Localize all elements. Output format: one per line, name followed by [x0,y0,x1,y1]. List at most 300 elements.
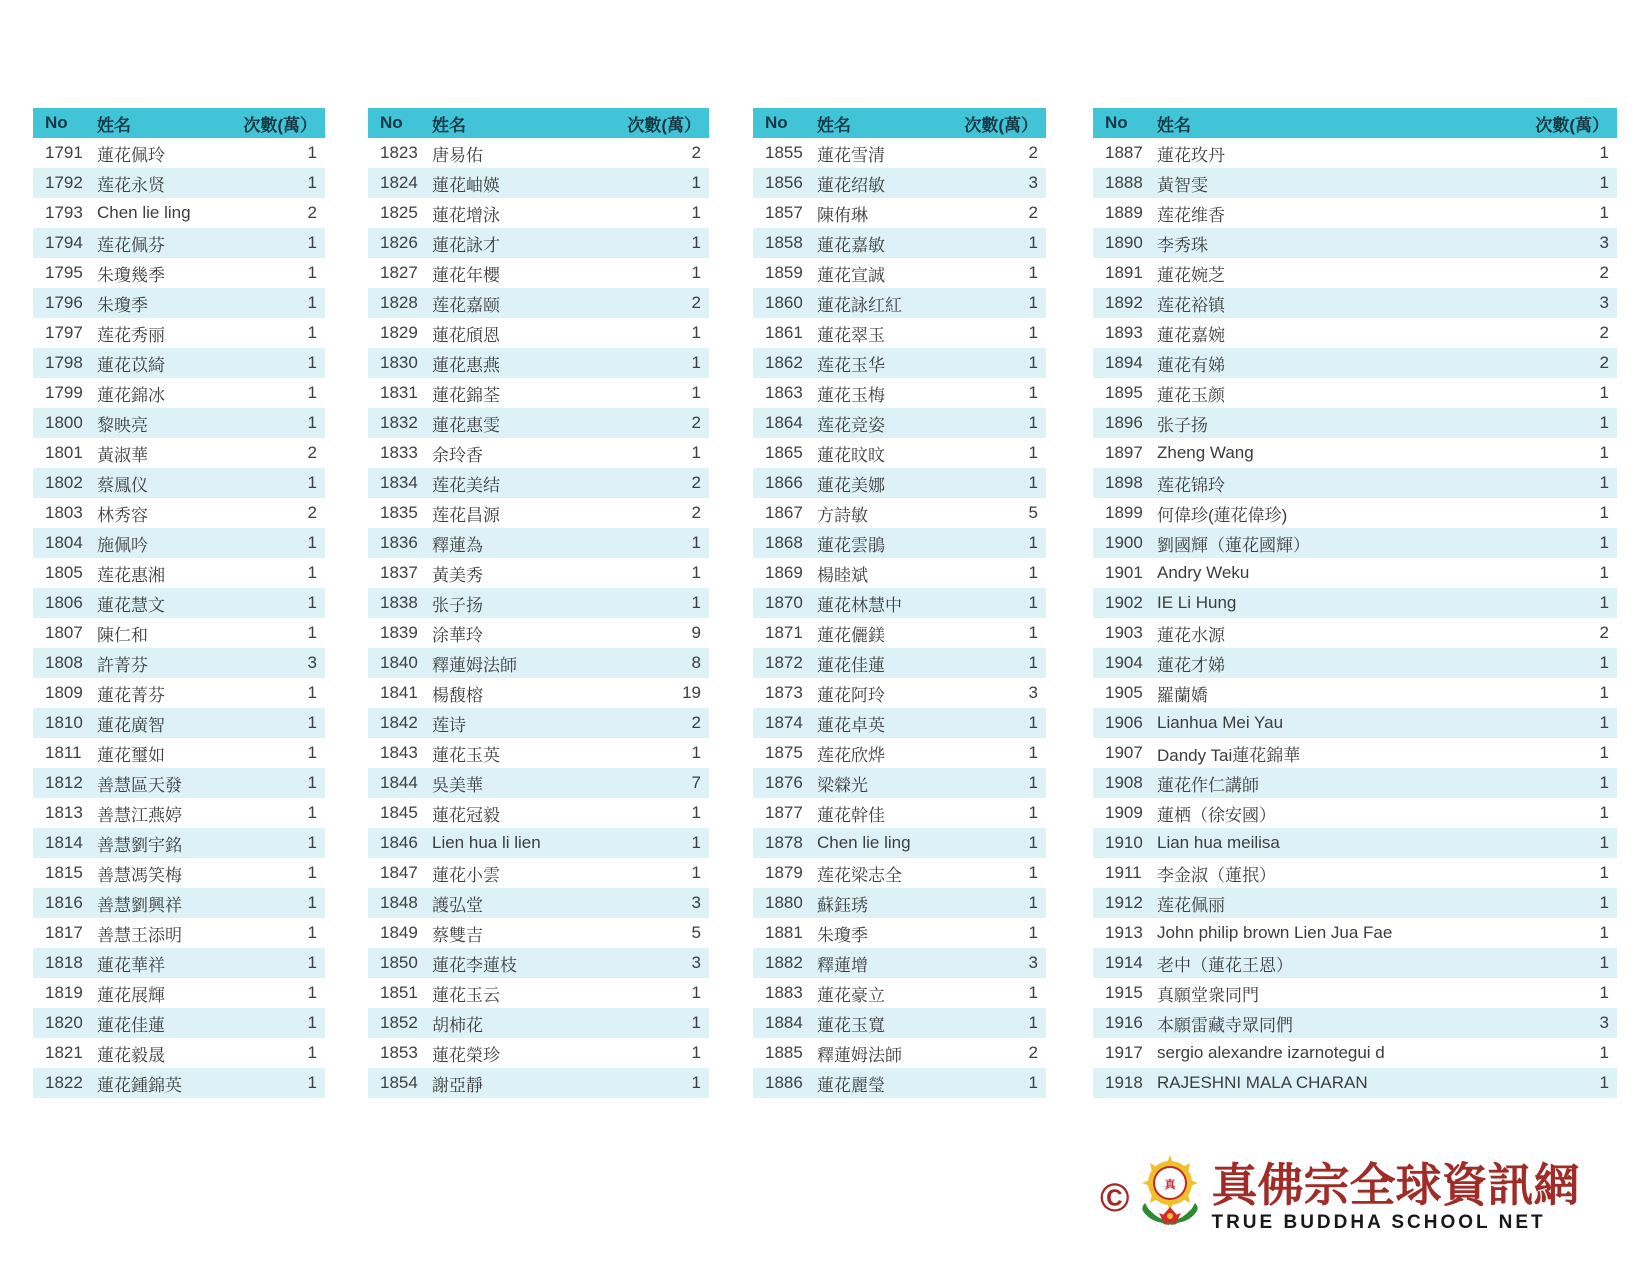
row-number: 1826 [380,233,418,252]
row-count: 2 [691,413,701,432]
table-row [33,408,325,438]
row-number: 1853 [380,1043,418,1062]
row-number: 1887 [1105,143,1143,162]
svg-text:真: 真 [1164,1178,1176,1191]
table-row [1093,738,1617,768]
table-row [1093,978,1617,1008]
row-name: IE Li Hung [1157,593,1237,612]
row-name: 蓮花廣智 [97,715,165,735]
table-body [33,138,325,1098]
row-name: 蓮花佳蓮 [97,1015,165,1035]
table-row [753,888,1046,918]
row-name: 蓮栖（徐安國） [1157,805,1276,825]
row-count: 2 [1028,203,1038,222]
row-count: 1 [1028,833,1038,852]
row-number: 1864 [765,413,803,432]
table-row [33,438,325,468]
row-count: 1 [1599,983,1609,1002]
row-number: 1842 [380,713,418,732]
table-row [1093,1038,1617,1068]
row-number: 1909 [1105,803,1143,822]
row-name: 李金淑（蓮抿） [1157,865,1276,885]
row-number: 1829 [380,323,418,342]
row-count: 1 [1028,353,1038,372]
row-count: 1 [1028,413,1038,432]
row-name: 蓮花增泳 [432,205,500,225]
table-row [368,1068,709,1098]
row-count: 1 [691,173,701,192]
row-number: 1809 [45,683,83,702]
row-name: 善慧江燕婷 [97,805,182,825]
row-name: 蓮花水源 [1157,625,1225,645]
row-name: 護弘堂 [432,895,483,915]
row-number: 1827 [380,263,418,282]
row-number: 1891 [1105,263,1143,282]
row-number: 1890 [1105,233,1143,252]
row-name: RAJESHNI MALA CHARAN [1157,1073,1368,1092]
row-count: 3 [307,653,317,672]
row-name: 黎映亮 [97,415,148,435]
row-name: 蓮花惠燕 [432,355,500,375]
row-count: 1 [691,563,701,582]
table-row [33,618,325,648]
row-count: 1 [1599,533,1609,552]
row-number: 1791 [45,143,83,162]
row-name: 蓮花冠毅 [432,805,500,825]
row-name: 謝亞靜 [432,1075,483,1095]
row-count: 5 [691,923,701,942]
table-row [368,648,709,678]
table-row [33,888,325,918]
row-count: 9 [691,623,701,642]
table-row [368,798,709,828]
row-name: 蓮花幹佳 [817,805,885,825]
row-number: 1850 [380,953,418,972]
row-count: 1 [1599,383,1609,402]
row-count: 1 [1599,833,1609,852]
row-count: 1 [307,983,317,1002]
row-number: 1833 [380,443,418,462]
row-name: 蓮花佳蓮 [817,655,885,675]
row-count: 3 [1028,953,1038,972]
table-row [1093,498,1617,528]
row-name: 蓮花旼旼 [817,445,885,465]
table-row [1093,858,1617,888]
row-name: sergio alexandre izarnotegui d [1157,1043,1385,1062]
row-name: 莲花佩芬 [97,235,165,255]
row-number: 1901 [1105,563,1143,582]
row-name: Lianhua Mei Yau [1157,713,1284,732]
row-name: 蓮花詠红紅 [817,295,902,315]
table-row [753,468,1046,498]
row-name: 羅蘭嬌 [1157,685,1208,705]
row-name: 蓮花小雲 [432,865,500,885]
table-row [368,978,709,1008]
row-number: 1869 [765,563,803,582]
row-count: 1 [1028,743,1038,762]
row-name: 蓮花毅晟 [97,1045,165,1065]
row-number: 1862 [765,353,803,372]
row-name: 蓮花展輝 [97,985,165,1005]
row-name: 黃智雯 [1157,175,1208,195]
row-count: 1 [691,983,701,1002]
row-number: 1830 [380,353,418,372]
row-count: 1 [691,1073,701,1092]
row-name: 胡柿花 [432,1015,483,1035]
table-row [1093,1008,1617,1038]
row-number: 1884 [765,1013,803,1032]
row-name: 劉國輝（蓮花國輝） [1157,535,1310,555]
row-name: 蓮花玉云 [432,985,500,1005]
row-number: 1900 [1105,533,1143,552]
row-number: 1794 [45,233,83,252]
row-number: 1918 [1105,1073,1143,1092]
table-row [368,138,709,168]
row-count: 2 [307,503,317,522]
table-header [33,108,325,138]
row-name: John philip brown Lien Jua Fae [1157,923,1393,942]
row-name: 林秀容 [97,505,148,525]
row-count: 1 [1599,743,1609,762]
table-row [368,318,709,348]
row-count: 2 [1599,353,1609,372]
table-row [1093,258,1617,288]
table-row [33,168,325,198]
row-name: 蓮花麗瑩 [817,1075,885,1095]
row-count: 3 [691,893,701,912]
row-number: 1815 [45,863,83,882]
table-row [368,498,709,528]
row-number: 1812 [45,773,83,792]
row-number: 1807 [45,623,83,642]
row-count: 1 [1599,893,1609,912]
table-row [368,948,709,978]
row-count: 2 [1028,1043,1038,1062]
row-name: 涂華玲 [432,625,483,645]
row-count: 1 [1599,413,1609,432]
row-number: 1911 [1105,863,1142,882]
row-number: 1866 [765,473,803,492]
row-name: 莲花梁志全 [817,865,902,885]
row-name: 蓮花錦冰 [97,385,165,405]
row-number: 1893 [1105,323,1143,342]
logo-title: 真佛宗全球資訊網 [1211,1157,1580,1212]
row-name: 莲花昌源 [432,505,500,525]
row-number: 1810 [45,713,83,732]
row-number: 1868 [765,533,803,552]
row-name: 善慧王添明 [97,925,182,945]
row-number: 1819 [45,983,83,1002]
table-row [753,168,1046,198]
table-row [1093,348,1617,378]
row-name: 釋蓮姆法師 [817,1045,902,1065]
row-name: 方詩敏 [817,505,868,525]
table-row [33,528,325,558]
row-count: 1 [1028,563,1038,582]
table-row [368,228,709,258]
table-row [33,228,325,258]
row-count: 1 [1599,143,1609,162]
row-count: 1 [1028,233,1038,252]
row-number: 1914 [1105,953,1143,972]
row-count: 2 [691,713,701,732]
table-row [753,288,1046,318]
table-row [1093,618,1617,648]
roster-table-4 [1093,108,1617,1098]
row-count: 1 [691,443,701,462]
table-row [753,918,1046,948]
row-number: 1852 [380,1013,418,1032]
table-row [33,588,325,618]
table-row [1093,888,1617,918]
logo-text-block [1211,1157,1580,1234]
row-count: 1 [307,953,317,972]
table-row [33,198,325,228]
table-row [368,588,709,618]
row-count: 1 [1599,443,1609,462]
row-name: 莲花欣烨 [817,745,885,765]
table-row [753,708,1046,738]
row-name: 蔡鳳仪 [97,475,148,495]
row-count: 1 [1599,953,1609,972]
row-number: 1841 [380,683,418,702]
row-count: 2 [691,473,701,492]
row-name: 莲花裕镇 [1157,295,1225,315]
row-name: 蓮花嘉婉 [1157,325,1225,345]
row-name: 善慧區天發 [97,775,182,795]
row-name: 蓮花錦荃 [432,385,500,405]
table-row [33,258,325,288]
table-row [1093,678,1617,708]
row-count: 1 [691,383,701,402]
row-count: 1 [307,173,317,192]
row-number: 1854 [380,1073,418,1092]
row-count: 3 [1028,173,1038,192]
row-name: 蓮花玉英 [432,745,500,765]
row-name: 蓮花玉梅 [817,385,885,405]
table-row [368,618,709,648]
table-body [368,138,709,1098]
table-row [753,858,1046,888]
row-count: 1 [307,863,317,882]
row-number: 1837 [380,563,418,582]
table-row [368,1038,709,1068]
header-name: 姓名 [432,115,466,135]
row-name: 蓮花雪清 [817,145,885,165]
row-name: 真願堂衆同門 [1157,985,1259,1005]
header-count: 次數(萬） [964,115,1038,135]
table-row [368,768,709,798]
row-name: 蓮花菁芬 [97,685,165,705]
row-count: 1 [307,1073,317,1092]
table-row [753,348,1046,378]
row-number: 1879 [765,863,803,882]
row-name: 蓮花卓英 [817,715,885,735]
row-number: 1845 [380,803,418,822]
row-count: 1 [691,323,701,342]
row-number: 1836 [380,533,418,552]
table-row [1093,768,1617,798]
row-count: 1 [691,1013,701,1032]
row-number: 1863 [765,383,803,402]
row-count: 1 [691,263,701,282]
table-row [1093,438,1617,468]
row-count: 1 [1028,1073,1038,1092]
row-number: 1802 [45,473,83,492]
table-row [753,618,1046,648]
row-name: 莲花锦玲 [1157,475,1225,495]
row-name: 蓮花詠才 [432,235,500,255]
row-count: 1 [1028,923,1038,942]
table-row [33,468,325,498]
row-count: 1 [1599,563,1609,582]
row-number: 1892 [1105,293,1143,312]
row-name: 蓮花岫媖 [432,175,500,195]
row-count: 2 [691,503,701,522]
row-name: 莲花永贤 [97,175,165,195]
copyright-symbol: © [1100,1175,1130,1220]
row-count: 1 [307,683,317,702]
row-name: 蓮花有娣 [1157,355,1225,375]
row-number: 1916 [1105,1013,1143,1032]
row-number: 1821 [45,1043,83,1062]
row-number: 1902 [1105,593,1143,612]
table-row [1093,798,1617,828]
table-row [33,558,325,588]
row-number: 1865 [765,443,803,462]
row-count: 1 [1028,533,1038,552]
row-number: 1818 [45,953,83,972]
row-name: 唐易佑 [432,145,483,165]
row-count: 1 [1599,473,1609,492]
row-count: 19 [682,683,701,702]
row-number: 1915 [1105,983,1143,1002]
table-row [368,198,709,228]
row-count: 2 [1028,143,1038,162]
row-name: 莲花美结 [432,475,500,495]
row-number: 1844 [380,773,418,792]
table-row [1093,168,1617,198]
row-number: 1814 [45,833,83,852]
row-number: 1878 [765,833,803,852]
table-row [368,468,709,498]
row-name: 莲花秀丽 [97,325,165,345]
table-row [33,858,325,888]
row-count: 1 [307,923,317,942]
header-no: No [765,113,788,132]
table-row [753,678,1046,708]
row-name: 蓮花玫丹 [1157,145,1225,165]
row-name: 釋蓮增 [817,955,868,975]
row-number: 1825 [380,203,418,222]
row-number: 1870 [765,593,803,612]
row-count: 1 [1599,203,1609,222]
row-count: 1 [1028,263,1038,282]
table-row [33,918,325,948]
row-number: 1824 [380,173,418,192]
row-count: 1 [691,593,701,612]
row-name: 蓮花婉芝 [1157,265,1225,285]
table-row [753,978,1046,1008]
row-count: 1 [691,233,701,252]
row-name: 釋蓮為 [432,535,483,555]
row-name: 蓮花嘉敏 [817,235,885,255]
row-count: 1 [1028,623,1038,642]
table-row [753,318,1046,348]
row-number: 1874 [765,713,803,732]
row-count: 1 [307,533,317,552]
table-row [33,768,325,798]
table-row [1093,828,1617,858]
row-count: 2 [307,443,317,462]
row-name: 蓮花阿玲 [817,685,885,705]
row-name: 张子扬 [1157,415,1208,435]
table-row [33,1008,325,1038]
row-number: 1896 [1105,413,1143,432]
row-count: 1 [307,803,317,822]
row-number: 1888 [1105,173,1143,192]
row-count: 3 [1599,1013,1609,1032]
row-count: 1 [307,1013,317,1032]
table-row [33,138,325,168]
row-count: 1 [307,413,317,432]
row-count: 2 [691,293,701,312]
row-name: 陳侑琳 [817,205,868,225]
table-row [1093,1068,1617,1098]
row-name: 莲花嘉颐 [432,295,500,315]
table-row [753,228,1046,258]
row-number: 1917 [1105,1043,1143,1062]
table-row [1093,528,1617,558]
table-row [368,258,709,288]
table-row [1093,648,1617,678]
row-number: 1904 [1105,653,1143,672]
table-row [33,1068,325,1098]
roster-table-2 [368,108,709,1098]
table-row [368,408,709,438]
table-row [753,528,1046,558]
row-number: 1899 [1105,503,1143,522]
table-row [33,288,325,318]
table-row [753,258,1046,288]
row-number: 1840 [380,653,418,672]
row-name: 蓮花绍敏 [817,175,885,195]
row-count: 1 [1028,863,1038,882]
row-number: 1905 [1105,683,1143,702]
header-no: No [45,113,68,132]
row-name: Zheng Wang [1157,443,1254,462]
row-count: 1 [307,353,317,372]
table-row [368,888,709,918]
row-name: 吳美華 [432,775,483,795]
row-count: 1 [307,1043,317,1062]
row-number: 1799 [45,383,83,402]
row-name: 蓮花佩玲 [97,145,165,165]
table-row [1093,468,1617,498]
row-name: 蓮花作仁講師 [1157,775,1259,795]
row-number: 1800 [45,413,83,432]
table-row [368,168,709,198]
table-row [753,558,1046,588]
table-row [33,828,325,858]
row-name: 梁檾光 [817,775,868,795]
table-row [1093,198,1617,228]
table-row [1093,948,1617,978]
row-name: 蓮花慧文 [97,595,165,615]
table-row [33,498,325,528]
row-name: 蓮花雲鵑 [817,535,885,555]
row-number: 1832 [380,413,418,432]
